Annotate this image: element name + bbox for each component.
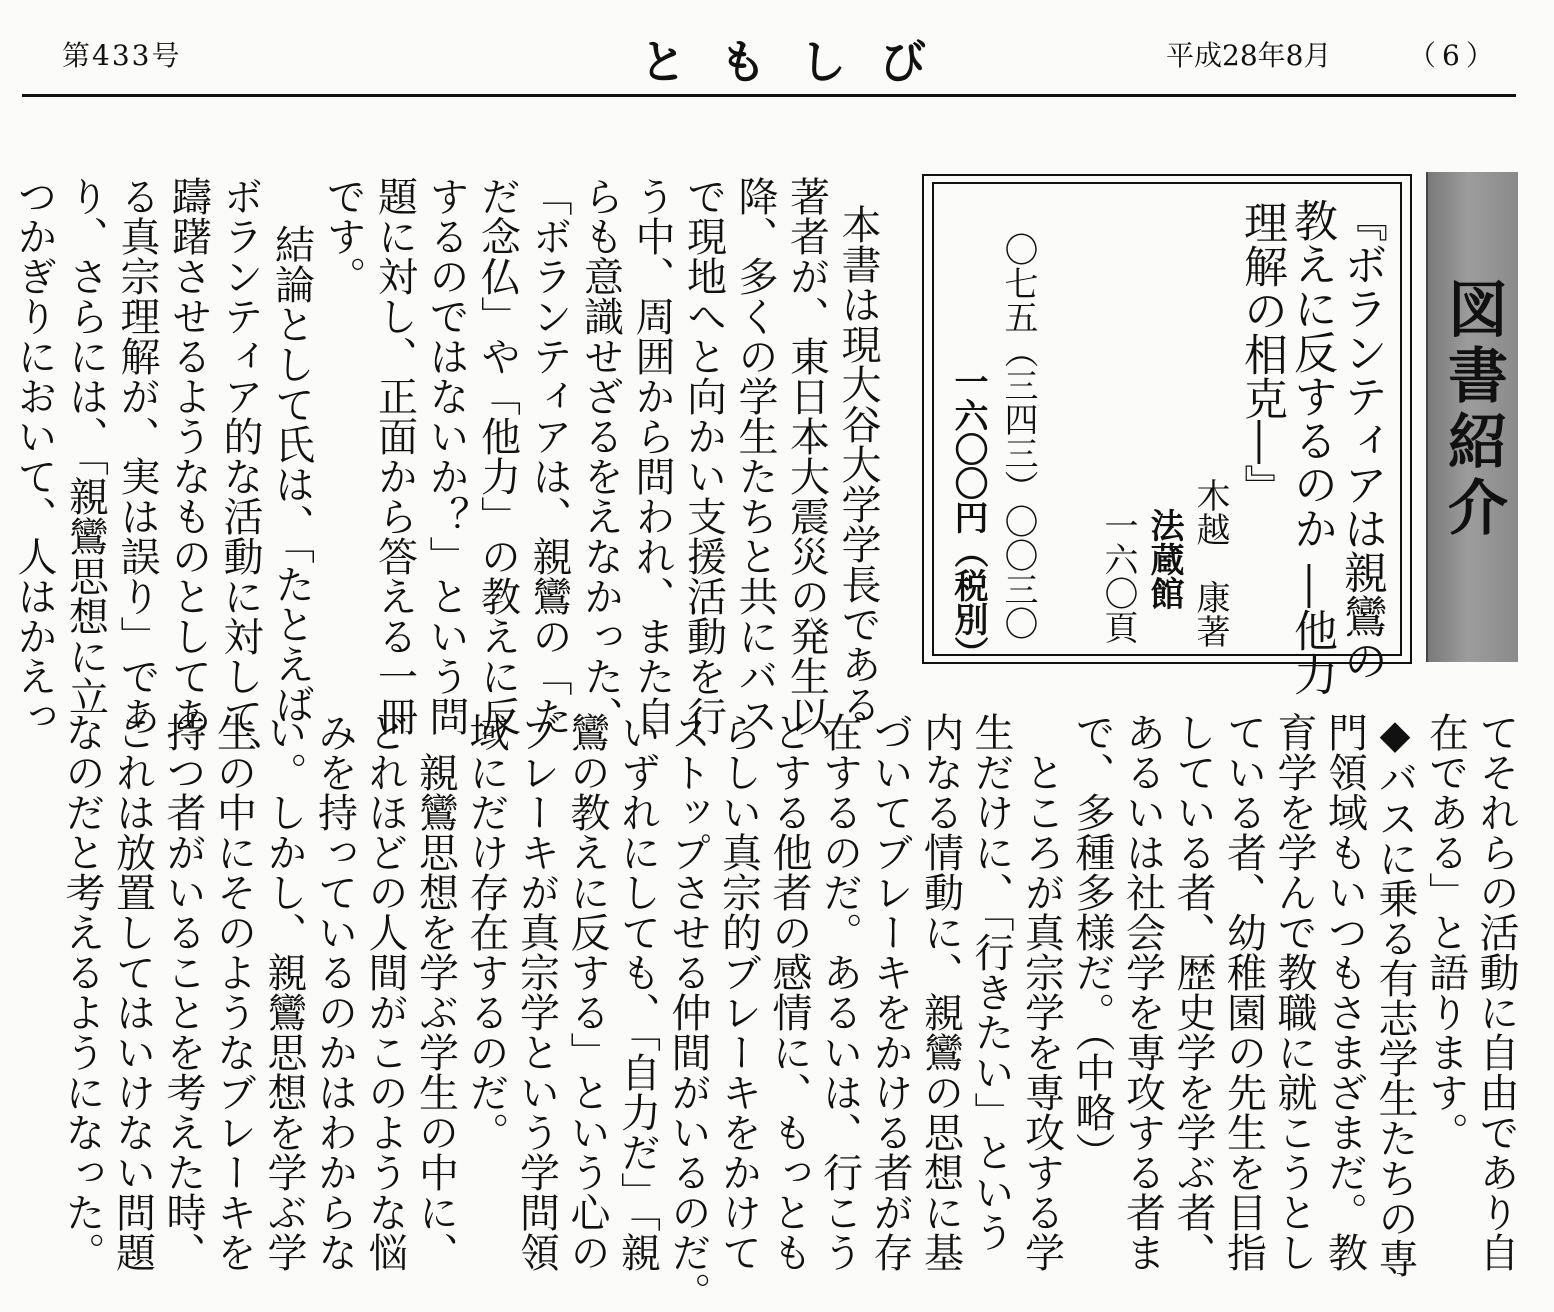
article-column: あるいは社会学を専攻する者ま xyxy=(1119,712,1166,1272)
article-column: いずれにしても、「自力だ」「親 xyxy=(614,712,661,1272)
article-column: つかぎりにおいて、人はかえっ xyxy=(11,176,57,736)
article-column: 生の中にそのようなブレーキを xyxy=(210,712,257,1272)
book-title-line-2: 教えに反するのか ―他力 xyxy=(1286,198,1337,696)
article-column: どれほどの人間がこのような悩 xyxy=(362,712,408,1272)
article-column: 親鸞思想を学ぶ学生の中に、 xyxy=(412,752,459,1272)
article-column: 降、多くの学生たちと共にバス xyxy=(732,176,778,736)
book-author: 木越 康著 xyxy=(1190,478,1230,648)
book-title-line-1: 『ボランティアは親鸞の xyxy=(1336,198,1387,682)
article-column: 持つ者がいることを考えた時、 xyxy=(160,712,206,1272)
article-column: みを持っているのかはわからな xyxy=(311,712,358,1272)
article-column: う中、周囲から問われ、また自 xyxy=(629,176,675,736)
book-phone: 〇七五（三四三）〇〇三〇 xyxy=(998,232,1038,640)
article-column: で、多種多様だ。（中略） xyxy=(1069,712,1115,1172)
article-column: てそれらの活動に自由であり自 xyxy=(1473,712,1519,1272)
article-column: 鸞の教えに反する」という心の xyxy=(564,712,610,1272)
article-column: 著者が、東日本大震災の発生以 xyxy=(783,176,830,736)
article-column: で現地へと向かい支援活動を行 xyxy=(680,176,727,736)
article-column: 域にだけ存在するのだ。 xyxy=(463,712,509,1152)
article-column: だ念仏」や「他力」の教えに反 xyxy=(474,176,521,736)
book-title-line-3: 理解の相克―』 xyxy=(1236,200,1287,508)
article-column: ストップさせる仲間がいるのだ。 xyxy=(665,712,711,1312)
article-column: 生だけに、「行きたい」という xyxy=(968,712,1014,1252)
article-column: 門領域もいつもさまざまだ。教 xyxy=(1321,712,1368,1272)
book-publisher: 法蔵館 xyxy=(1144,508,1184,610)
article-column: 在するのだ。あるいは、行こう xyxy=(816,712,863,1272)
article-column: 「ボランティアは、親鸞の「た xyxy=(526,176,572,736)
article-column: 題に対し、正面から答える一冊 xyxy=(371,176,418,736)
book-pages: 一六〇頁 xyxy=(1098,508,1138,644)
article-column: らも意識せざるをえなかった、 xyxy=(577,176,624,736)
issue-number: 第433号 xyxy=(62,39,182,72)
article-column: ている者、幼稚園の先生を目指 xyxy=(1220,712,1267,1272)
article-column: らしい真宗的ブレーキをかけて xyxy=(715,712,762,1272)
article-column: 本書は現大谷大学学長である xyxy=(835,204,881,724)
page-number: （6） xyxy=(1408,39,1500,72)
article-column: これは放置してはいけない問題 xyxy=(109,712,156,1272)
issue-date: 平成28年8月 xyxy=(1166,39,1332,72)
article-column: です。 xyxy=(320,176,366,296)
article-column: る真宗理解が、実は誤り」であ xyxy=(114,176,160,736)
article-column: 育学を学んで教職に就こうとし xyxy=(1271,712,1317,1272)
newsletter-title: ともしび xyxy=(640,35,960,89)
article-column: している者、歴史学を学ぶ者、 xyxy=(1170,712,1216,1272)
article-column: ◆バスに乗る有志学生たちの専 xyxy=(1372,712,1418,1278)
article-column: なのだと考えるようになった。 xyxy=(59,712,105,1272)
section-banner-label: 図書紹介 xyxy=(1438,278,1508,542)
article-column: ブレーキが真宗学という学問領 xyxy=(513,712,560,1272)
article-column: ところが真宗学を専攻する学 xyxy=(1018,752,1065,1272)
article-column: ボランティア的な活動に対して、 xyxy=(217,176,263,776)
header-rule xyxy=(22,94,1516,97)
article-column: 結論として氏は、「たとえば xyxy=(268,224,315,724)
article-column: 在である」と語ります。 xyxy=(1422,712,1469,1152)
article-column: 躊躇させるようなものとしてあ xyxy=(165,176,212,736)
article-column: するのではないか？」という問 xyxy=(423,176,469,736)
book-price: 一六〇〇円（税別） xyxy=(948,364,988,670)
article-column: い。しかし、親鸞思想を学ぶ学 xyxy=(261,712,307,1272)
article-column: 内なる情動に、親鸞の思想に基 xyxy=(917,712,964,1272)
article-column: づいてブレーキをかける者が存 xyxy=(867,712,913,1272)
article-column: り、さらには、「親鸞思想に立 xyxy=(62,176,109,716)
article-column: とする他者の感情に、もっとも xyxy=(766,712,812,1272)
